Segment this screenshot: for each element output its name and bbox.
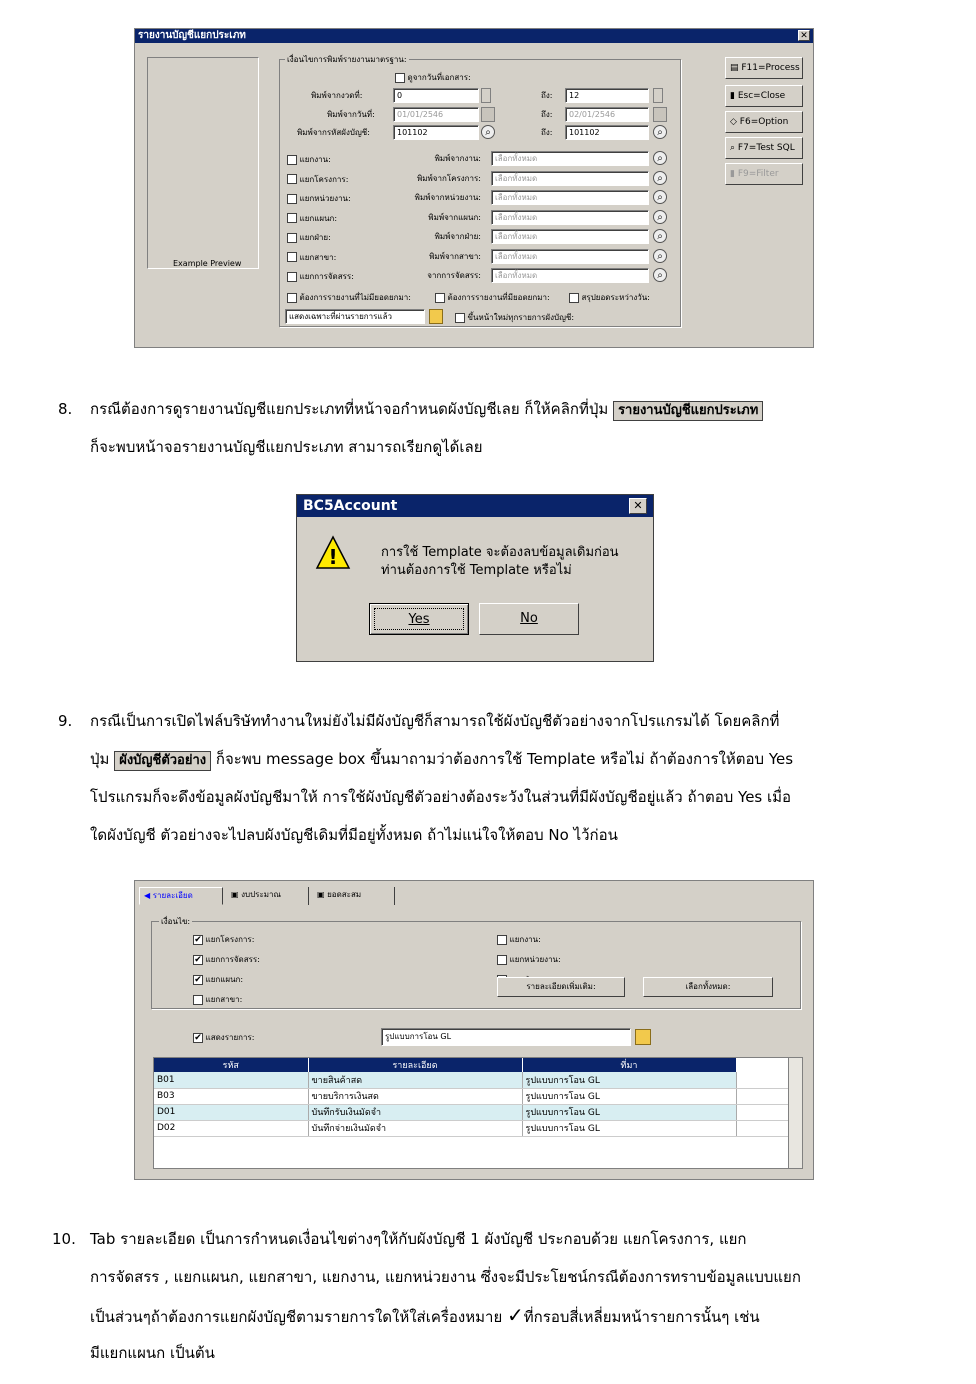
to-acct-input[interactable]: 101102 — [565, 125, 649, 140]
split-label: แยกสาขา: — [299, 252, 337, 262]
preview-label: Example Preview — [173, 259, 242, 268]
select-all-button[interactable]: เลือกทั้งหมด: — [643, 977, 773, 997]
split-label: แยกโครงการ: — [299, 174, 349, 184]
tab-accumulated[interactable]: ▣ ยอดสะสม — [313, 887, 395, 905]
tab-accumulated-label: ยอดสะสม — [327, 890, 362, 899]
condition-check: ✔ — [194, 974, 202, 985]
split-label: แยกแผนก: — [299, 213, 338, 223]
new-page-checkbox[interactable] — [455, 311, 574, 324]
check-mark-icon: ✓ — [507, 1303, 524, 1327]
table-cell: B03 — [154, 1088, 308, 1104]
split-checkbox[interactable] — [287, 212, 337, 225]
to-year-label: ถึง: — [541, 91, 553, 100]
select-all-field[interactable]: เลือกทั้งหมด — [491, 229, 649, 244]
table-cell: ขายบริการเงินสด — [308, 1088, 522, 1104]
search-icon[interactable]: ⌕ — [653, 210, 667, 224]
to-date-label: ถึง: — [541, 110, 553, 119]
condition-checkbox[interactable] — [193, 953, 260, 966]
search-icon[interactable]: ⌕ — [481, 125, 495, 139]
show-items-label: แสดงรายการ: — [205, 1033, 255, 1042]
process-button-label: F11=Process — [741, 63, 800, 73]
close-icon[interactable]: ✕ — [629, 498, 647, 514]
dialog-line1: การใช้ Template จะต้องลบข้อมูลเดิมก่อน — [381, 545, 619, 560]
para-9-line3: โปรแกรมก็จะดึงข้อมูลผังบัญชีมาให้ การใช้ผังบัญชีตัวอย่างต้องระวังในส่วนที่มีผังบัญชีอยู่แล้ว ถ้าตอบ Yes เมื่อ — [90, 788, 792, 806]
opt-daily-summary-label: สรุปยอดระหว่างวัน: — [581, 293, 650, 302]
condition-checkbox[interactable] — [497, 933, 541, 946]
condition-label: แยกหน่วยงาน: — [509, 955, 561, 964]
from-year-spinner[interactable] — [481, 88, 491, 103]
condition-checkbox[interactable] — [193, 993, 242, 1006]
para-8-line2: ก็จะพบหน้าจอรายงานบัญชีแยกประเภท สามารถเรียกดูได้เลย — [90, 438, 483, 456]
select-all-field[interactable]: เลือกทั้งหมด — [491, 268, 649, 283]
para-8-num: 8. — [58, 400, 73, 418]
opt-with-balance[interactable] — [435, 291, 550, 304]
para-10-line1: Tab รายละเอียด เป็นการกำหนดเงื่อนไขต่างๆให้กับผังบัญชี 1 ผังบัญชี ประกอบด้วย แยกโครงการ, แยก — [90, 1230, 747, 1248]
close-button[interactable]: ▮ Esc=Close — [725, 85, 803, 107]
search-icon[interactable]: ⌕ — [653, 268, 667, 282]
test-sql-button[interactable]: ⌕ F7=Test SQL — [725, 137, 803, 159]
table-cell: รูปแบบการโอน GL — [522, 1088, 736, 1104]
condition-check: ✔ — [194, 954, 202, 965]
tab-budget[interactable]: ▣ งบประมาณ — [227, 887, 309, 905]
search-icon[interactable]: ⌕ — [653, 190, 667, 204]
print-from-label: พิมพ์จากสาขา: — [429, 251, 481, 261]
folder-icon[interactable] — [635, 1029, 651, 1045]
detail-window — [134, 880, 814, 1180]
para-9-line1: กรณีเป็นการเปิดไฟล์บริษัททำงานใหม่ยังไม่มีผังบัญชีก็สามารถใช้ผังบัญชีตัวอย่างจากโปรแกรมได้ โดยคลิกที่ — [90, 712, 780, 730]
print-from-label: จากการจัดสรร: — [427, 271, 481, 280]
para-9-line2 — [90, 744, 793, 774]
split-label: แยกงาน: — [299, 155, 331, 164]
condition-checkbox[interactable] — [497, 953, 561, 966]
para-9-text-b: ก็จะพบ message box ขึ้นมาถามว่าต้องการใช้ Template หรือไม่ ถ้าต้องการให้ตอบ Yes — [215, 750, 794, 768]
split-label: แยกหน่วยงาน: — [299, 194, 351, 203]
dialog-titlebar — [297, 495, 653, 517]
para-10-text-a: เป็นส่วนๆถ้าต้องการแยกผังบัญชีตามรายการใดให้ใส่เครื่องหมาย — [90, 1308, 503, 1326]
warning-icon-glyph: ! — [328, 545, 338, 569]
para-10-line3 — [90, 1300, 760, 1332]
para-10-line2: การจัดสรร , แยกแผนก, แยกสาขา, แยกงาน, แยกหน่วยงาน ซึ่งจะมีประโยชน์กรณีต้องการทราบข้อมูลแบบแยก — [90, 1268, 801, 1286]
condition-check: ✔ — [194, 934, 202, 945]
template-dialog — [296, 494, 654, 662]
yes-button[interactable] — [369, 603, 469, 635]
print-from-label: พิมพ์จากโครงการ: — [416, 173, 481, 183]
table-cell: D02 — [154, 1120, 308, 1136]
col-detail[interactable]: รายละเอียด — [308, 1058, 522, 1072]
split-checkbox[interactable] — [287, 270, 354, 283]
table-cell: รูปแบบการโอน GL — [522, 1120, 736, 1136]
condition-checkbox[interactable] — [193, 933, 254, 946]
search-icon[interactable]: ⌕ — [653, 125, 667, 139]
search-icon[interactable]: ⌕ — [653, 249, 667, 263]
opt-no-balance-label: ต้องการรายงานที่ไม่มียอดยกมา: — [299, 293, 411, 302]
opt-with-balance-label: ต้องการรายงานที่มียอดยกมา: — [447, 293, 550, 302]
from-acct-input[interactable]: 101102 — [393, 125, 479, 140]
from-date-input[interactable]: 01/01/2546 — [393, 107, 479, 122]
from-year-input[interactable]: 0 — [393, 88, 479, 103]
table-cell: ขายสินค้าสด — [308, 1072, 522, 1088]
condition-label: แยกสาขา: — [205, 995, 243, 1004]
para-8-line1 — [90, 394, 763, 424]
calendar-icon[interactable] — [481, 107, 495, 122]
report-window — [134, 28, 814, 348]
para-10-num: 10. — [52, 1230, 76, 1248]
new-page-label: ขึ้นหน้าใหม่ทุกรายการผังบัญชี: — [467, 313, 575, 322]
tab-strip — [139, 885, 809, 905]
condition-check — [193, 995, 203, 1005]
condition-check — [497, 955, 507, 965]
tab-detail-label: รายละเอียด — [152, 891, 193, 900]
table-cell: รูปแบบการโอน GL — [522, 1072, 736, 1088]
test-sql-button-label: F7=Test SQL — [737, 143, 795, 153]
filter-button[interactable]: ▮ F9=Filter — [725, 163, 803, 185]
search-icon[interactable]: ⌕ — [653, 171, 667, 185]
conditions-group-title: เงื่อนไขการพิมพ์รายงานมาตรฐาน: — [287, 55, 407, 64]
to-date-input[interactable]: 02/01/2546 — [565, 107, 649, 122]
close-icon[interactable]: ✕ — [798, 30, 810, 41]
print-from-label: พิมพ์จากแผนก: — [428, 212, 481, 222]
condition-label: แยกโครงการ: — [205, 935, 255, 944]
to-year-spinner[interactable] — [653, 88, 663, 103]
dialog-title: BC5Account — [303, 498, 398, 514]
dialog-line2: ท่านต้องการใช้ Template หรือไม่ — [381, 563, 572, 578]
option-button[interactable]: ◇ F6=Option — [725, 111, 803, 133]
opt-daily-summary[interactable] — [569, 291, 650, 304]
condition-check — [497, 935, 507, 945]
condition-checkbox[interactable] — [193, 973, 243, 986]
split-checkbox[interactable] — [287, 173, 348, 186]
split-label: แยกการจัดสรร: — [299, 272, 354, 281]
split-checkbox[interactable] — [287, 153, 331, 166]
table-row[interactable] — [154, 1088, 790, 1104]
table-row[interactable] — [154, 1104, 790, 1120]
opt-no-balance[interactable] — [287, 291, 411, 304]
para-8-text: กรณีต้องการดูรายงานบัญชีแยกประเภทที่หน้าจอกำหนดผังบัญชีเลย ก็ให้คลิกที่ปุ่ม — [90, 400, 609, 418]
to-acct-label: ถึง: — [541, 128, 553, 137]
sample-chart-button[interactable]: ผังบัญชีตัวอย่าง — [114, 751, 211, 771]
from-acct-label: พิมพ์จากรหัสผังบัญชี: — [297, 128, 370, 137]
print-from-label: พิมพ์จากหน่วยงาน: — [414, 193, 481, 202]
table-cell: B01 — [154, 1072, 308, 1088]
col-code[interactable]: รหัส — [154, 1058, 308, 1072]
search-icon[interactable]: ⌕ — [653, 151, 667, 165]
condition-label: แยกงาน: — [509, 935, 541, 944]
col-source[interactable]: ที่มา — [522, 1058, 736, 1072]
show-items-select[interactable]: รูปแบบการโอน GL — [381, 1028, 631, 1046]
no-button[interactable]: No — [479, 603, 579, 635]
split-checkbox[interactable] — [287, 251, 336, 264]
para-10-line4: มีแยกแผนก เป็นต้น — [90, 1344, 215, 1362]
window-title-text: รายงานบัญชีแยกประเภท — [138, 30, 246, 41]
ledger-report-button[interactable]: รายงานบัญชีแยกประเภท — [613, 401, 763, 421]
split-checkbox[interactable] — [287, 231, 331, 244]
tab-detail[interactable]: ◀ รายละเอียด — [139, 887, 223, 905]
report-window-title — [135, 29, 813, 43]
table-cell: บันทึกรับเงินมัดจำ — [308, 1104, 522, 1120]
option-button-label: F6=Option — [739, 117, 789, 127]
process-button[interactable]: ▤ F11=Process — [725, 57, 803, 79]
to-year-input[interactable]: 12 — [565, 88, 649, 103]
print-from-label: พิมพ์จากฝ่าย: — [434, 232, 481, 241]
warning-icon — [315, 535, 351, 571]
grid-scrollbar[interactable] — [788, 1058, 802, 1168]
split-checkbox[interactable] — [287, 192, 351, 205]
para-10-text-b: ที่กรอบสี่เหลี่ยมหน้ารายการนั้นๆ เช่น — [523, 1308, 760, 1326]
filter-button-label: F9=Filter — [737, 169, 779, 179]
folder-icon[interactable] — [429, 309, 443, 324]
para-9-num: 9. — [58, 712, 73, 730]
filter-select[interactable]: แสดงเฉพาะที่ผ่านรายการแล้ว — [285, 309, 425, 324]
print-from-label: พิมพ์จากงาน: — [434, 154, 481, 163]
select-all-field[interactable]: เลือกทั้งหมด — [491, 210, 649, 225]
select-all-field[interactable]: เลือกทั้งหมด — [491, 171, 649, 186]
condition-label: แยกแผนก: — [205, 975, 244, 984]
table-cell: D01 — [154, 1104, 308, 1120]
from-year-label: พิมพ์จากงวดที่: — [311, 91, 363, 100]
table-row[interactable] — [154, 1120, 790, 1136]
account-grid — [153, 1057, 803, 1169]
show-items-checkbox[interactable] — [193, 1031, 255, 1044]
table-cell: บันทึกจ่ายเงินมัดจำ — [308, 1120, 522, 1136]
para-9-line4: ใดผังบัญชี ตัวอย่างจะไปลบผังบัญชีเดิมที่มีอยู่ทั้งหมด ถ้าไม่แน่ใจให้ตอบ No ไว้ก่อน — [90, 826, 618, 844]
preview-panel — [147, 57, 259, 269]
condition-group-title: เงื่อนไข: — [161, 917, 191, 926]
close-button-label: Esc=Close — [737, 91, 786, 101]
view-from-doc-checkbox[interactable] — [395, 71, 471, 84]
table-row[interactable] — [154, 1072, 790, 1088]
search-icon[interactable]: ⌕ — [653, 229, 667, 243]
yes-button-label: Yes — [374, 608, 464, 630]
view-from-doc-label: ดูจากวันที่เอกสาร: — [407, 73, 471, 82]
more-details-button[interactable]: รายละเอียดเพิ่มเติม: — [497, 977, 625, 997]
condition-label: แยกการจัดสรร: — [205, 955, 260, 964]
select-all-field[interactable]: เลือกทั้งหมด — [491, 151, 649, 166]
select-all-field[interactable]: เลือกทั้งหมด — [491, 190, 649, 205]
calendar-icon[interactable] — [653, 107, 667, 122]
para-9-text-a: ปุ่ม — [90, 750, 110, 768]
show-items-check: ✔ — [194, 1032, 202, 1043]
from-date-label: พิมพ์จากวันที่: — [327, 110, 375, 119]
select-all-field[interactable]: เลือกทั้งหมด — [491, 249, 649, 264]
table-cell: รูปแบบการโอน GL — [522, 1104, 736, 1120]
split-label: แยกฝ่าย: — [299, 233, 331, 242]
tab-budget-label: งบประมาณ — [241, 890, 281, 899]
